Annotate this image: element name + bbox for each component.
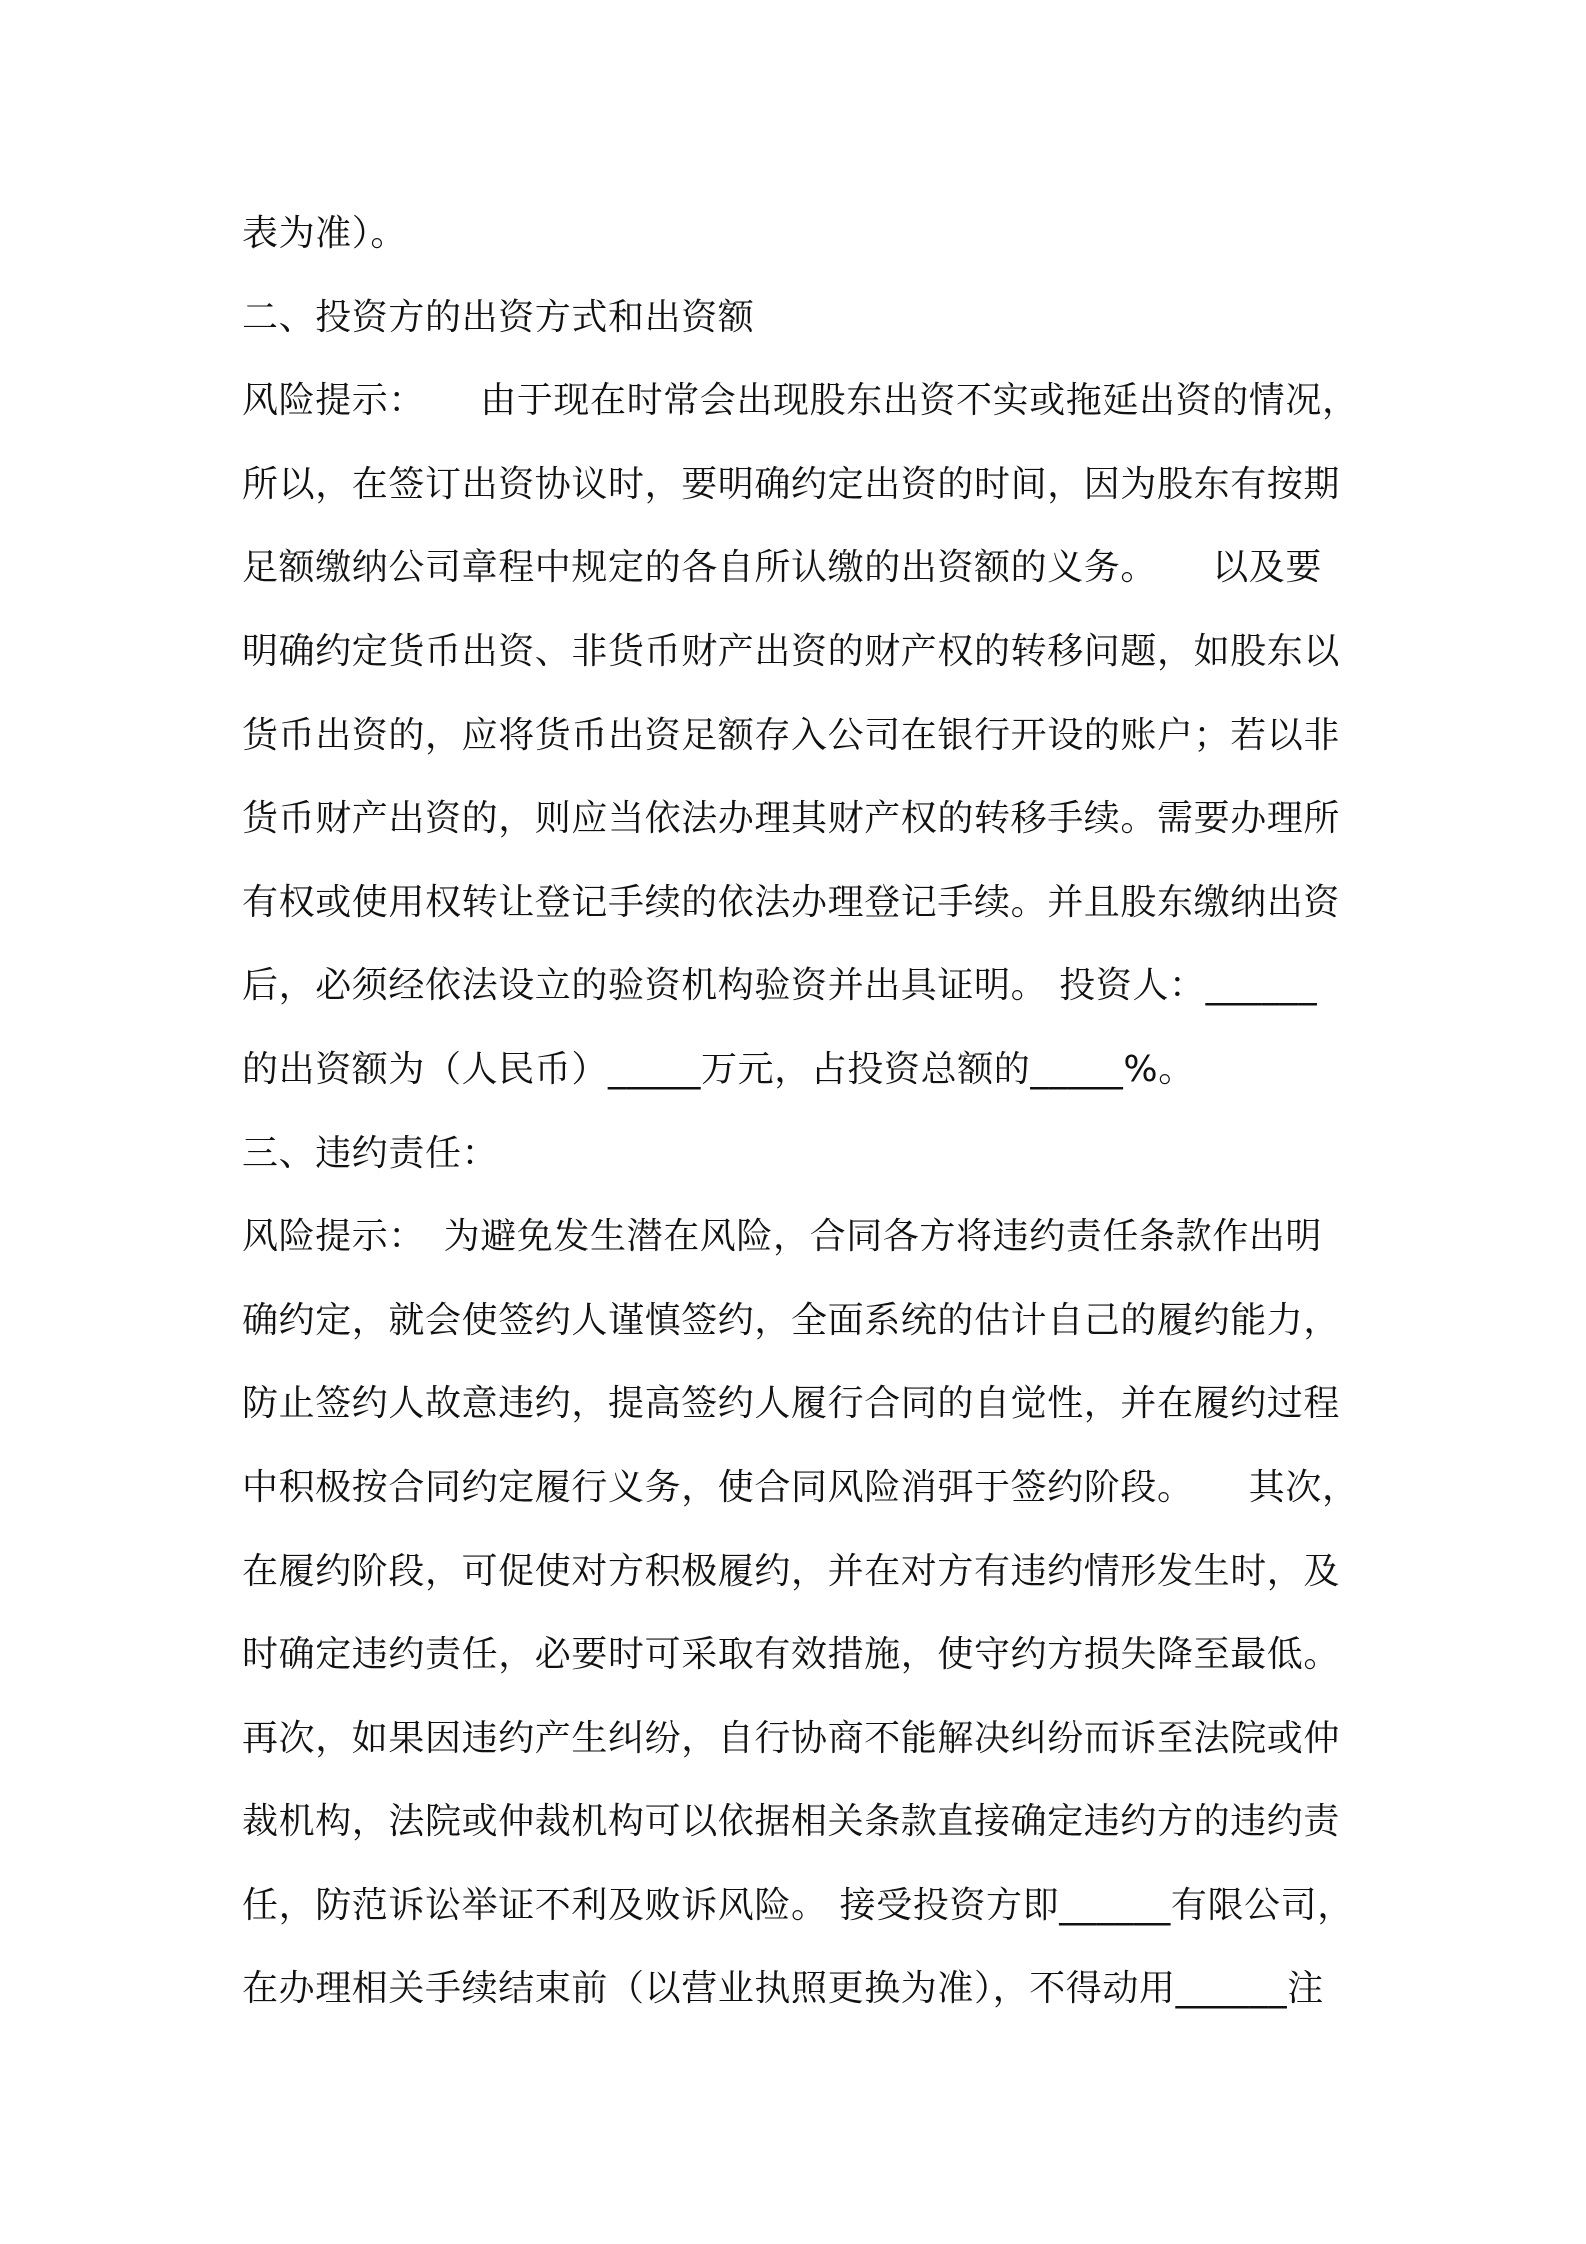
- text-line: 所以，在签订出资协议时，要明确约定出资的时间，因为股东有按期: [242, 463, 1341, 505]
- text-line: 再次，如果因违约产生纠纷，自行协商不能解决纠纷而诉至法院或仲: [242, 1717, 1341, 1759]
- text-line: 有权或使用权转让登记手续的依法办理登记手续。并且股东缴纳出资: [242, 881, 1341, 923]
- text-line: 的出资额为（人民币）_____万元，占投资总额的_____%。: [242, 1048, 1195, 1090]
- text-line: 明确约定货币出资、非货币财产出资的财产权的转移问题，如股东以: [242, 630, 1341, 672]
- section-heading-3: 三、违约责任：: [242, 1132, 499, 1174]
- text-line: 确约定，就会使签约人谨慎签约，全面系统的估计自己的履约能力，: [242, 1299, 1341, 1341]
- document-body: [242, 192, 1372, 2031]
- text-line: 在办理相关手续结束前（以营业执照更换为准），不得动用______注: [242, 1968, 1324, 2010]
- text-line: 任，防范诉讼举证不利及败诉风险。 接受投资方即______有限公司，: [242, 1884, 1354, 1926]
- text-line: 后，必须经依法设立的验资机构验资并出具证明。 投资人：______: [242, 965, 1318, 1007]
- text-line: 在履约阶段，可促使对方积极履约，并在对方有违约情形发生时，及: [242, 1550, 1341, 1592]
- section-heading-2: 二、投资方的出资方式和出资额: [242, 296, 755, 338]
- text-line: 风险提示： 由于现在时常会出现股东出资不实或拖延出资的情况，: [242, 380, 1359, 422]
- text-line: 表为准）。: [242, 213, 408, 254]
- text-line: 货币出资的，应将货币出资足额存入公司在银行开设的账户；若以非: [242, 714, 1341, 756]
- text-line: 足额缴纳公司章程中规定的各自所认缴的出资额的义务。 以及要: [242, 547, 1323, 589]
- text-line: 时确定违约责任，必要时可采取有效措施，使守约方损失降至最低。: [242, 1634, 1341, 1676]
- text-line: 裁机构，法院或仲裁机构可以依据相关条款直接确定违约方的违约责: [242, 1801, 1341, 1843]
- text-line: 中积极按合同约定履行义务，使合同风险消弭于签约阶段。 其次，: [242, 1466, 1359, 1508]
- text-line: 防止签约人故意违约，提高签约人履行合同的自觉性，并在履约过程: [242, 1383, 1341, 1425]
- text-line: 风险提示： 为避免发生潜在风险，合同各方将违约责任条款作出明: [242, 1216, 1323, 1258]
- text-line: 货币财产出资的，则应当依法办理其财产权的转移手续。需要办理所: [242, 798, 1341, 840]
